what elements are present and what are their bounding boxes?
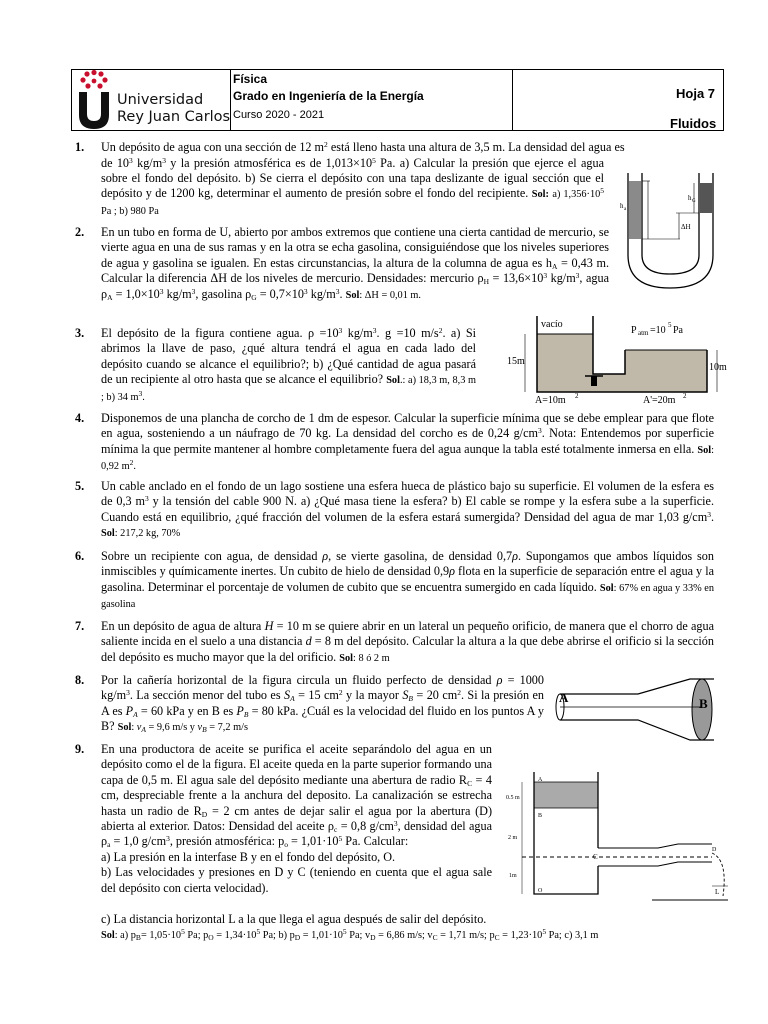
svg-text:B: B: [538, 813, 543, 819]
university-name-line1: Universidad: [117, 92, 204, 108]
problem-number: 3.: [75, 326, 85, 340]
svg-text:=10: =10: [650, 325, 666, 336]
svg-text:a: a: [624, 207, 627, 212]
logo-cell: [72, 70, 231, 130]
problem-statement: El depósito de la figura contiene agua. $\rho =10^3$ $kg/m^3$. g =10 $m/s^2$. a) Si abrimos la llave de paso, ¿qué altura tendrá el agua en cada lado del depósito cuando se alcance el equilibrio?; b) ¿Qué cantidad de agua pasará de un recipiente al otro hasta que se alcance el equilibrio? Sol.: a) 18,3 m, 8,3 m ; b) 34 $m^3$.: [101, 326, 476, 403]
svg-text:15m: 15m: [507, 356, 525, 367]
svg-text:atm: atm: [638, 329, 649, 337]
svg-text:h: h: [688, 194, 692, 202]
degree-title: Grado en Ingeniería de la Energía: [233, 89, 424, 103]
svg-text:2 m: 2 m: [508, 835, 518, 841]
problem-number: 8.: [75, 673, 85, 687]
problem-number: 9.: [75, 742, 85, 756]
svg-text:5: 5: [668, 321, 672, 329]
problem-statement: Sobre un recipiente con agua, de densidad ρ, se vierte gasolina, de densidad 0,7ρ. Supongamos que ambos líquidos son inmiscibles y químicamente inertes. Un cubito de hielo de densidad 0,9ρ flota en la superficie de separación entre el agua y la gasolina. Determinar el porcentaje de volumen de cubito que se encuentra sumergido en cada líquido. Sol: 67% en agua y 33% en gasolina: [101, 549, 715, 611]
problem-statement: Disponemos de una plancha de corcho de 1 dm de espesor. Calcular la superficie mínima que se debe emplear para que flote en agua, sosteniendo a un náufrago de 70 kg. La densidad del corcho es de 0,24 $g/cm^3$. Nota: Entendemos por superficie mínima la que permite mantener al hombre completamente fuera del agua aunque la tabla esté totalmente inmersa en ella. Sol: 0,92 $m^2$.: [101, 411, 714, 473]
problem-number: 2.: [75, 225, 85, 239]
problem-number: 6.: [75, 549, 85, 563]
sheet-number: Hoja 7: [676, 86, 716, 101]
problem-solution: Sol: a) $p_B= 1,05\cdot 10^5$ Pa; $p_O = 1,34\cdot 10^5$ Pa; b) $p_D = 1,01\cdot 10^5$ Pa; $v_D = 6,86$ m/s; $v_C = 1,71$ m/s; $p_C = 1,23\cdot 10^5$ Pa; c) 3,1 m: [101, 927, 599, 942]
svg-text:L: L: [715, 888, 720, 896]
svg-text:1m: 1m: [509, 873, 517, 879]
problem-statement: c) La distancia horizontal L a la que llega el agua después de salir del depósito.: [101, 912, 487, 926]
svg-text:A=10m: A=10m: [535, 395, 566, 406]
svg-text:h: h: [620, 202, 624, 210]
svg-text:2: 2: [575, 392, 579, 400]
course-year: Curso 2020 - 2021: [233, 109, 325, 121]
problem-statement: En un depósito de agua de altura H = 10 m se quiere abrir en un lateral un pequeño orificio, de manera que el chorro de agua saliente incida en el suelo a una distancia d = 8 m del depósito. Calcular la altura a la que debe abrirse el orificio si la sección del depósito es mucho mayor que la del orificio. Sol: 8 ó 2 m: [101, 619, 714, 664]
problem-statement: En una productora de aceite se purifica el aceite separándolo del agua en un depósito como el de la figura. El aceite queda en la parte superior formando una capa de 0,5 m. El agua sale del depósito mediante una abertura de radio $R_C = 4$ cm, despreciable frente a la anchura del deposito. La canalización se estrecha hasta un radio de $R_D = 2$ cm antes de dejar salir el agua por la abertura (D) abierta al exterior. Datos: Densidad del aceite $\rho_c = 0,8$ $g/cm^3$, densidad del agua $\rho_a = 1,0$ $g/cm^3$, presión atmosférica: $p_o = 1,01\cdot 10^5$ Pa. Calcular: a) La presión en la interfase B y en el fondo del depósito, O. b) Las velocidades y presiones en D y C (teniendo en cuenta que el agua sale del depósito con cierta velocidad).: [101, 742, 493, 895]
problem-statement: Un cable anclado en el fondo de un lago sostiene una esfera hueca de plástico bajo su superficie. El volumen de la esfera es de 0,3 $m^3$ y la tensión del cable 900 N. a) ¿Qué masa tiene la esfera? b) El cable se rompe y la esfera sube a la superficie. Cuando está en equilibrio, ¿qué fracción del volumen de la esfera estará sumergida? Densidad del agua de mar 1,03 $g/cm^3$. Sol: 217,2 kg, 70%: [101, 479, 714, 540]
svg-text:O: O: [538, 888, 543, 894]
svg-text:B: B: [699, 696, 708, 711]
problem-number: 7.: [75, 619, 85, 633]
problem-number: 1.: [75, 140, 85, 154]
subject-title: Física: [233, 72, 268, 86]
svg-text:A: A: [538, 777, 543, 783]
svg-text:vacío: vacío: [541, 319, 563, 330]
svg-text:ΔH: ΔH: [681, 223, 691, 231]
oil-tank-figure: [502, 768, 728, 910]
svg-text:C: C: [593, 853, 598, 861]
two-tank-figure: [505, 314, 725, 404]
u-tube-figure: [618, 170, 718, 295]
problem-statement: de $10^3$ $kg/m^3$ y la presión atmosférica es de $1,013\times 10^5$ Pa. a) Calcular la presión que ejerce el agua sobre el fondo del depósito. b) Se cierra el depósito con una tapa deslizante de igual sección que el depósito y de 1200 kg, determinar el aumento de presión sobre el fondo del recipiente. Sol: a) $1,356\cdot 10^5$ Pa ; b) 980 Pa: [101, 155, 605, 217]
svg-text:A'=20m: A'=20m: [643, 395, 676, 406]
svg-text:10m: 10m: [709, 362, 727, 373]
svg-text:P: P: [631, 325, 637, 336]
sheet-header: [71, 69, 724, 131]
svg-text:2: 2: [683, 392, 687, 400]
problem-number: 5.: [75, 479, 85, 493]
problem-statement: Por la cañería horizontal de la figura circula un fluido perfecto de densidad ρ = 1000 $kg/m^3$. La sección menor del tubo es $S_A = 15$ $cm^2$ y la mayor $S_B = 20$ $cm^2$. Si la presión en A es $P_A = 60$ kPa y en B es $P_B = 80$ kPa. ¿Cuál es la velocidad del fluido en los puntos A y B? Sol: $v_A = 9,6$ m/s y $v_B = 7,2$ m/s: [101, 673, 545, 735]
sheet-topic: Fluidos: [670, 116, 717, 131]
problem-statement: En un tubo en forma de U, abierto por ambos extremos que contiene una cierta cantidad de mercurio, se vierte agua en una de sus ramas y en la otra se echa gasolina, consiguiéndose que los niveles superiores de agua y gasolina se igualen. En estas circunstancias, la altura de la columna de agua es $h_A = 0,43$ m. Calcular la diferencia ΔH de los niveles de mercurio. Densidades: mercurio $\rho_H = 13,6\times 10^3$ $kg/m^3$, agua $\rho_A = 1,0\times 10^3$ $kg/m^3$, gasolina $\rho_G = 0,7\times 10^3$ $kg/m^3$. Sol: ΔH = 0,01 m.: [101, 225, 610, 302]
svg-text:A: A: [559, 690, 569, 705]
problem-number: 4.: [75, 411, 85, 425]
svg-text:G: G: [692, 199, 696, 204]
svg-text:D: D: [712, 847, 717, 853]
university-name-line2: Rey Juan Carlos: [117, 109, 231, 125]
problem-statement: Un depósito de agua con una sección de 12 $m^2$ está lleno hasta una altura de 3,5 m. La densidad del agua es: [101, 140, 625, 154]
pipe-figure: [554, 676, 724, 746]
header-divider: [512, 70, 513, 130]
svg-text:0.5 m: 0.5 m: [506, 795, 520, 801]
svg-text:Pa: Pa: [673, 325, 683, 336]
